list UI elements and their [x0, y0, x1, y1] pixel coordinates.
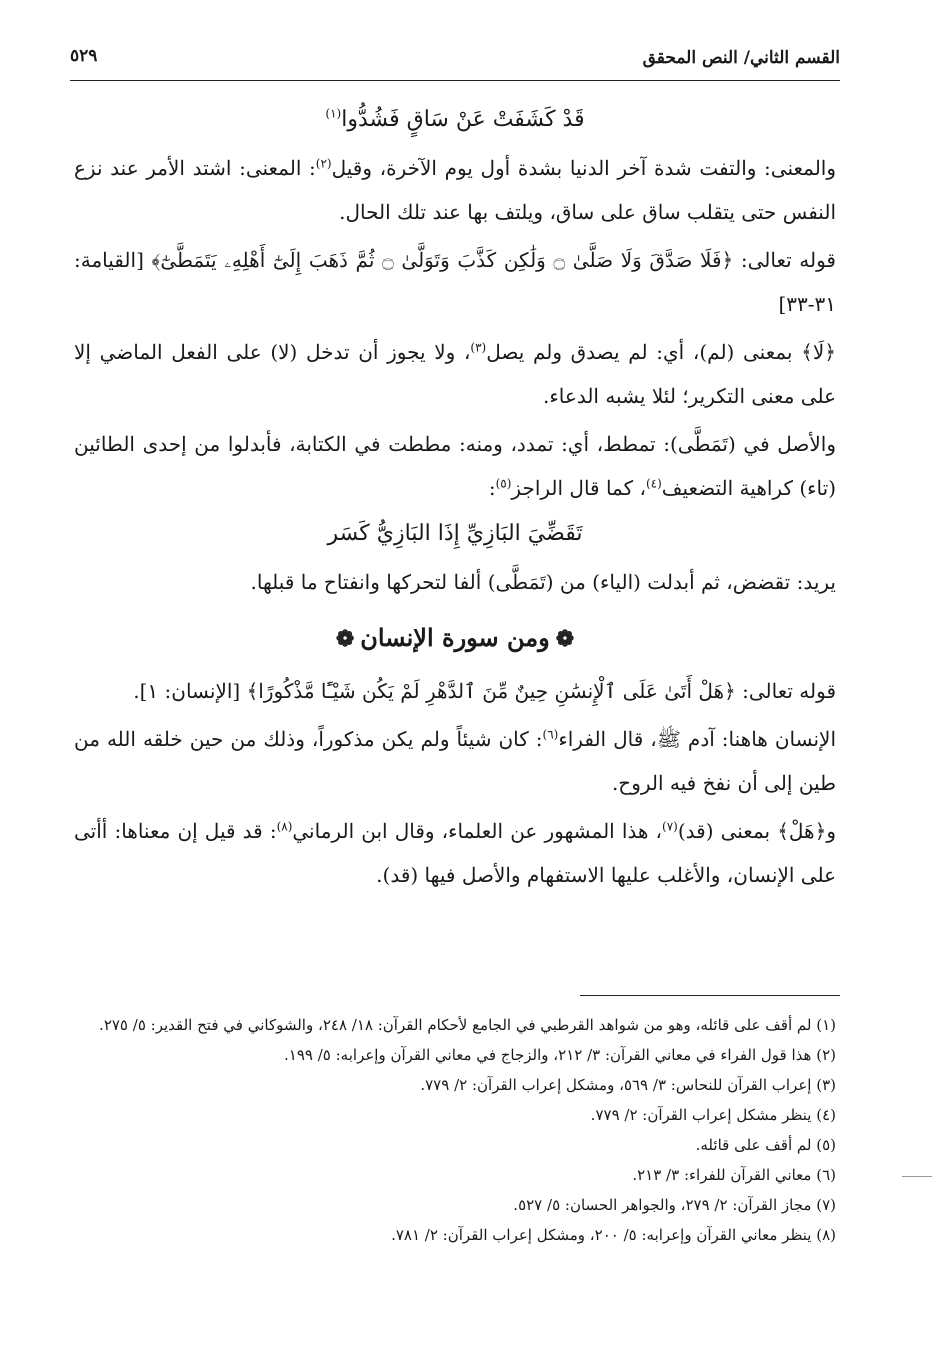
- footnote-8: (٨) ينظر معاني القرآن وإعرابه: ٥/ ٢٠٠، ومشكل إعراب القرآن: ٢/ ٧٨١.: [391, 1226, 836, 1244]
- paragraph-tamatta: [74, 422, 836, 510]
- paragraph-la: [74, 330, 836, 418]
- ornament-right-icon: ❁: [555, 626, 575, 652]
- paragraph-quran-qiyamah: قوله تعالى: ﴿فَلَا صَدَّقَ وَلَا صَلَّىٰ ۝ وَلَٰكِن كَذَّبَ وَتَوَلَّىٰ ۝ ثُمَّ ذَهَبَ إِلَىٰٓ أَهْلِهِۦ يَتَمَطَّىٰٓ﴾ [القيامة: ٣١-٣٣]: [74, 248, 836, 316]
- paragraph-text: ، كما قال الراجز: [511, 476, 646, 500]
- paragraph-text: : كان شيئاً ولم يكن مذكوراً، وذلك من حين خلقه الله من طين إلى أن نفخ فيه الروح.: [74, 727, 836, 795]
- ornament-left-icon: ❁: [335, 626, 355, 652]
- paragraph-text: والمعنى: والتفت شدة آخر الدنيا بشدة أول يوم الآخرة، وقيل: [331, 156, 837, 180]
- paragraph-text: ، هذا المشهور عن العلماء، وقال ابن الرماني: [292, 819, 662, 843]
- paragraph-text: الإنسان هاهنا: آدم ﷺ، قال الفراء: [558, 727, 836, 751]
- footnote-7: (٧) مجاز القرآن: ٢/ ٢٧٩، والجواهر الحسان: ٥/ ٥٢٧.: [513, 1196, 836, 1214]
- paragraph-hal: [74, 809, 836, 897]
- running-title: القسم الثاني/ النص المحقق: [642, 48, 840, 68]
- paragraph-insan-meaning: [74, 717, 836, 805]
- footnote-ref[interactable]: (١): [325, 106, 342, 121]
- footnote-ref[interactable]: (٨): [276, 819, 293, 834]
- paragraph-meaning: [74, 146, 836, 234]
- footnote-5: (٥) لم أقف على قائله.: [695, 1136, 836, 1154]
- paragraph-yurid: يريد: تقضض، ثم أبدلت (الياء) من (تَمَطَّى) ألفا لتحركها وانفتاح ما قبلها.: [250, 570, 836, 594]
- footnote-divider: [580, 995, 840, 996]
- paragraph-text: ﴿لَا﴾ بمعنى (لم)، أي: لم يصدق ولم يصل: [486, 340, 836, 364]
- poetry-verse-2: تَقَضِّيَ البَازِيِّ إِذَا البَازِيُّ كَسَر: [327, 521, 583, 546]
- footnote-1: (١) لم أقف على قائله، وهو من شواهد القرطبي في الجامع لأحكام القرآن: ١٨/ ٢٤٨، والشوكاني في فتح القدير: ٥/ ٢٧٥.: [99, 1016, 836, 1034]
- surah-heading: [74, 614, 836, 663]
- footnotes: [70, 1010, 836, 1250]
- footnote-ref[interactable]: (٣): [470, 340, 487, 355]
- page-number: ٥٢٩: [70, 46, 98, 66]
- poetry-verse-1: [74, 100, 836, 140]
- paragraph-text: و﴿هَلْ﴾ بمعنى (قد): [677, 819, 836, 843]
- footnote-ref[interactable]: (٧): [662, 819, 678, 834]
- page-header: [70, 40, 840, 81]
- footnote-ref[interactable]: (٢): [315, 156, 332, 171]
- surah-title: ومن سورة الإنسان: [360, 623, 550, 652]
- scan-edge-mark: [902, 1176, 932, 1177]
- paragraph-text: : المعنى: اشتد الأمر عند نزع النفس حتى يتقلب ساق على ساق، ويلتف بها عند تلك الحال.: [74, 156, 836, 224]
- footnote-4: (٤) ينظر مشكل إعراب القرآن: ٢/ ٧٧٩.: [590, 1106, 836, 1124]
- footnote-ref[interactable]: (٥): [495, 476, 512, 491]
- paragraph-text: ، ولا يجوز أن تدخل (لا) على الفعل الماضي إلا على معنى التكرير؛ لئلا يشبه الدعاء.: [74, 340, 836, 408]
- paragraph-text: :: [488, 476, 496, 500]
- footnote-ref[interactable]: (٦): [542, 727, 559, 742]
- verse-text: قَدْ كَشَفَتْ عَنْ سَاقٍ فَشُدُّوا: [341, 107, 585, 132]
- paragraph-text: : قد قيل إن معناها: أأتى على الإنسان، والأغلب عليها الاستفهام والأصل فيها (قد).: [74, 819, 836, 887]
- footnote-3: (٣) إعراب القرآن للنحاس: ٣/ ٥٦٩، ومشكل إعراب القرآن: ٢/ ٧٧٩.: [420, 1076, 836, 1094]
- footnote-6: (٦) معاني القرآن للفراء: ٣/ ٢١٣.: [632, 1166, 836, 1184]
- paragraph-quran-insan: قوله تعالى: ﴿هَلْ أَتَىٰ عَلَى ٱلْإِنسَٰنِ حِينٌ مِّنَ ٱلدَّهْرِ لَمْ يَكُن شَيْـًٔا مَّذْكُورًا﴾ [الإنسان: ١].: [133, 679, 836, 703]
- footnote-2: (٢) هذا قول الفراء في معاني القرآن: ٣/ ٢١٢، والزجاج في معاني القرآن وإعرابه: ٥/ ١٩٩.: [284, 1046, 836, 1064]
- paragraph-text: والأصل في (تَمَطَّى): تمطط، أي: تمدد، ومنه: مططت في الكتابة، فأبدلوا من إحدى الطائين (تاء) كراهية التضعيف: [74, 432, 836, 500]
- main-text: [74, 96, 836, 901]
- footnote-ref[interactable]: (٤): [645, 476, 662, 491]
